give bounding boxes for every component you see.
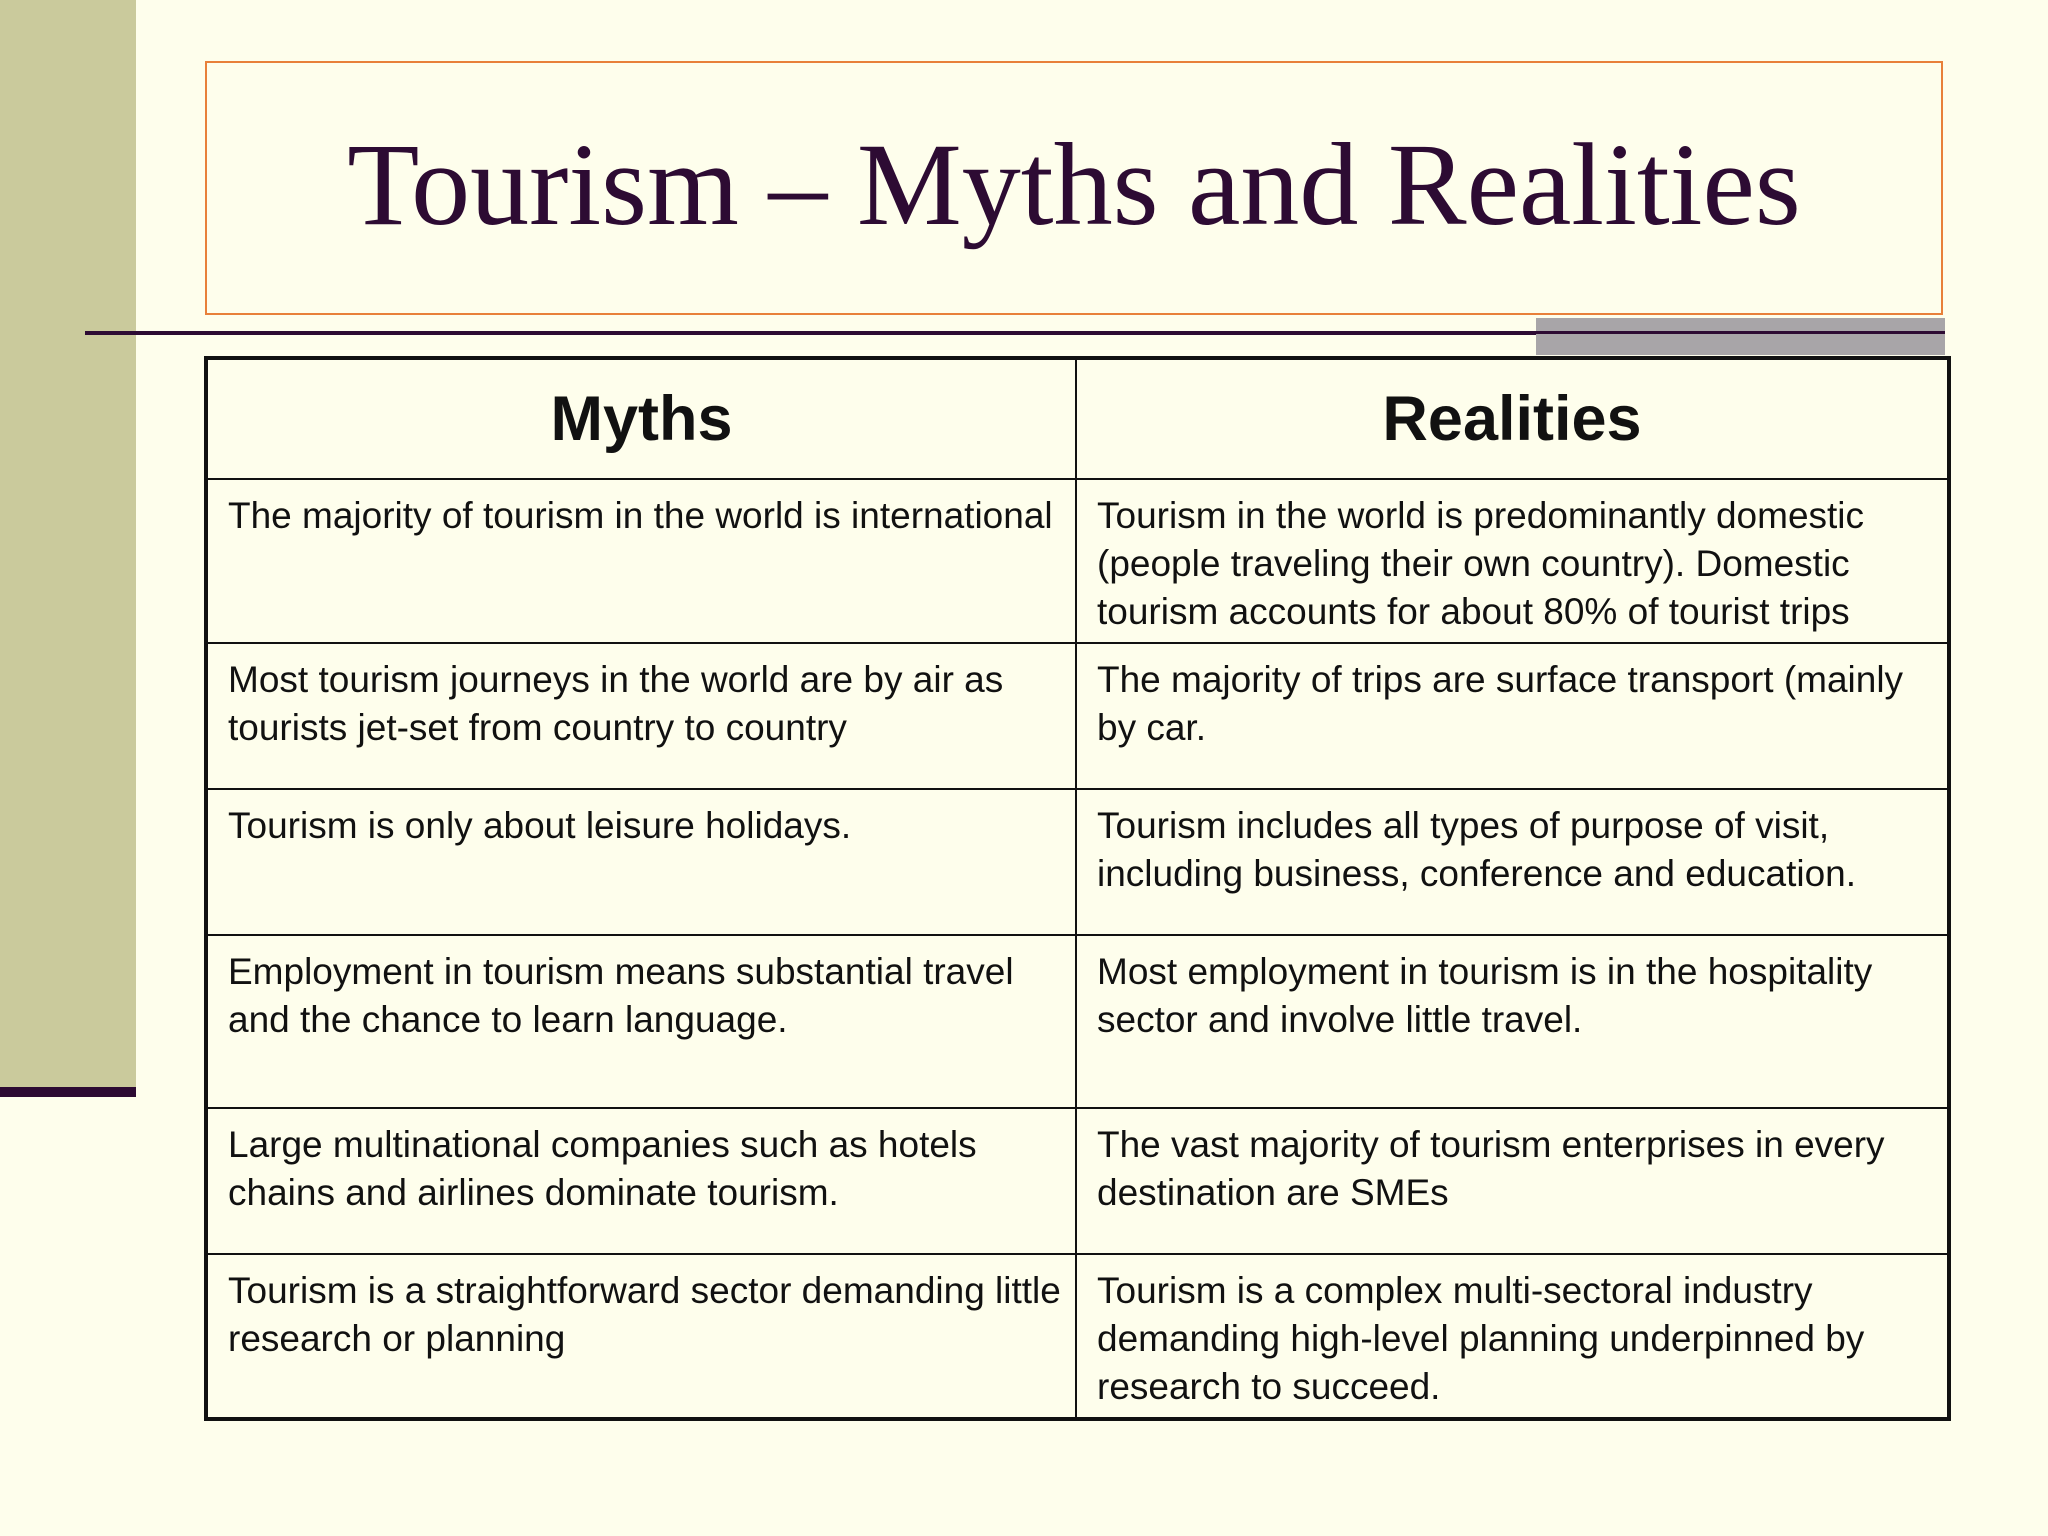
- reality-cell: [1076, 1108, 1949, 1254]
- myths-realities-table: [204, 356, 1951, 1421]
- column-header-myths: Myths: [206, 358, 1076, 479]
- reality-text: The vast majority of tourism enterprises in every destination are SMEs: [1097, 1124, 1885, 1213]
- myth-text: Large multinational companies such as hotels chains and airlines dominate tourism.: [228, 1124, 977, 1213]
- reality-cell: [1076, 1254, 1949, 1419]
- reality-text: Tourism in the world is predominantly domestic (people traveling their own country). Domestic tourism accounts for about 80% of tourist trips: [1097, 495, 1865, 632]
- myth-cell: [206, 1254, 1076, 1419]
- myth-cell: [206, 1108, 1076, 1254]
- table-row: [206, 479, 1949, 643]
- divider-accent-block: [1536, 318, 1945, 355]
- sidebar-base-line: [0, 1087, 136, 1097]
- reality-cell: [1076, 643, 1949, 789]
- slide-title: Tourism – Myths and Realities: [347, 119, 1801, 250]
- reality-cell: [1076, 935, 1949, 1108]
- reality-text: Most employment in tourism is in the hospitality sector and involve little travel.: [1097, 951, 1873, 1040]
- reality-cell: [1076, 789, 1949, 935]
- myth-text: Tourism is a straightforward sector demanding little research or planning: [228, 1270, 1061, 1359]
- myth-text: Most tourism journeys in the world are by air as tourists jet-set from country to country: [228, 659, 1004, 748]
- reality-text: Tourism includes all types of purpose of visit, including business, conference and education.: [1097, 805, 1857, 894]
- myth-text: Employment in tourism means substantial travel and the chance to learn language.: [228, 951, 1014, 1040]
- myth-cell: [206, 479, 1076, 643]
- table-row: [206, 935, 1949, 1108]
- myth-text: Tourism is only about leisure holidays.: [228, 805, 852, 846]
- table-row: [206, 1108, 1949, 1254]
- table-row: [206, 643, 1949, 789]
- myth-cell: [206, 789, 1076, 935]
- reality-cell: [1076, 479, 1949, 643]
- table-row: [206, 789, 1949, 935]
- reality-text: The majority of trips are surface transport (mainly by car.: [1097, 659, 1904, 748]
- title-box: [205, 61, 1943, 315]
- myth-text: The majority of tourism in the world is international: [228, 495, 1053, 536]
- table-header-row: [206, 358, 1949, 479]
- divider-accent-stripe: [1536, 331, 1945, 334]
- reality-text: Tourism is a complex multi-sectoral industry demanding high-level planning underpinned by research to succeed.: [1097, 1270, 1865, 1407]
- myth-cell: [206, 935, 1076, 1108]
- myth-cell: [206, 643, 1076, 789]
- table-row: [206, 1254, 1949, 1419]
- sidebar-decoration: [0, 0, 136, 1087]
- column-header-realities: Realities: [1076, 358, 1949, 479]
